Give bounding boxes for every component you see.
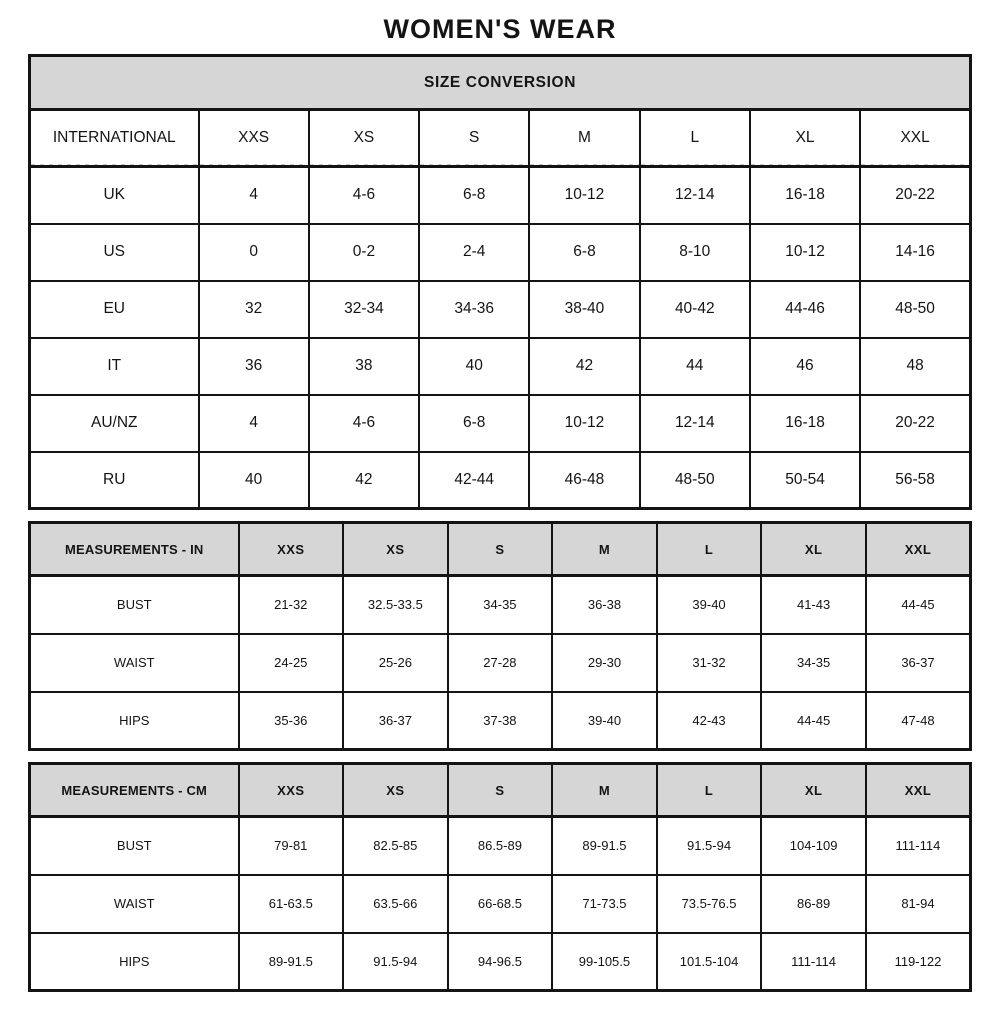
value-cell: 4: [199, 395, 309, 452]
value-cell: 44-46: [750, 281, 860, 338]
value-cell: 4: [199, 167, 309, 224]
table-header-label: MEASUREMENTS - IN: [30, 523, 239, 576]
table-header-label: MEASUREMENTS - CM: [30, 764, 239, 817]
row-label-cell: WAIST: [30, 875, 239, 933]
column-header-cell: XS: [343, 764, 448, 817]
value-cell: 41-43: [761, 576, 866, 634]
table-banner-row: [30, 56, 971, 110]
row-label-cell: BUST: [30, 817, 239, 875]
value-cell: 36-38: [552, 576, 657, 634]
value-cell: 10-12: [529, 395, 639, 452]
column-header-cell: XXL: [860, 110, 970, 167]
value-cell: 111-114: [866, 817, 971, 875]
value-cell: 16-18: [750, 395, 860, 452]
column-header-cell: XS: [309, 110, 419, 167]
value-cell: 104-109: [761, 817, 866, 875]
column-header-cell: M: [529, 110, 639, 167]
row-label-cell: US: [30, 224, 199, 281]
column-header-cell: L: [657, 764, 762, 817]
value-cell: 56-58: [860, 452, 970, 509]
value-cell: 48: [860, 338, 970, 395]
value-cell: 42-44: [419, 452, 529, 509]
value-cell: 48-50: [640, 452, 750, 509]
value-cell: 34-35: [761, 634, 866, 692]
table-row: [30, 933, 971, 991]
value-cell: 91.5-94: [657, 817, 762, 875]
column-header-cell: XL: [761, 764, 866, 817]
value-cell: 12-14: [640, 167, 750, 224]
column-header-cell: XXS: [239, 523, 344, 576]
value-cell: 71-73.5: [552, 875, 657, 933]
value-cell: 36-37: [866, 634, 971, 692]
page-title: WOMEN'S WEAR: [383, 14, 617, 44]
value-cell: 44-45: [866, 576, 971, 634]
size-conversion-table: [28, 54, 972, 510]
value-cell: 34-36: [419, 281, 529, 338]
row-label-cell: EU: [30, 281, 199, 338]
value-cell: 40: [199, 452, 309, 509]
value-cell: 0: [199, 224, 309, 281]
value-cell: 20-22: [860, 395, 970, 452]
column-header-cell: M: [552, 523, 657, 576]
table-header-row: [30, 764, 971, 817]
value-cell: 32: [199, 281, 309, 338]
row-label-cell: AU/NZ: [30, 395, 199, 452]
value-cell: 50-54: [750, 452, 860, 509]
value-cell: 16-18: [750, 167, 860, 224]
table-row: [30, 281, 971, 338]
value-cell: 44: [640, 338, 750, 395]
row-label-cell: HIPS: [30, 692, 239, 750]
value-cell: 47-48: [866, 692, 971, 750]
value-cell: 94-96.5: [448, 933, 553, 991]
value-cell: 6-8: [529, 224, 639, 281]
table-row: [30, 224, 971, 281]
value-cell: 79-81: [239, 817, 344, 875]
value-cell: 44-45: [761, 692, 866, 750]
value-cell: 42-43: [657, 692, 762, 750]
value-cell: 63.5-66: [343, 875, 448, 933]
table-row: [30, 634, 971, 692]
column-header-cell: S: [448, 764, 553, 817]
value-cell: 32.5-33.5: [343, 576, 448, 634]
value-cell: 12-14: [640, 395, 750, 452]
table-row: [30, 338, 971, 395]
value-cell: 66-68.5: [448, 875, 553, 933]
value-cell: 46: [750, 338, 860, 395]
row-label-cell: BUST: [30, 576, 239, 634]
value-cell: 119-122: [866, 933, 971, 991]
table-row: [30, 692, 971, 750]
column-header-cell: INTERNATIONAL: [30, 110, 199, 167]
value-cell: 32-34: [309, 281, 419, 338]
column-header-cell: L: [657, 523, 762, 576]
table-row: [30, 576, 971, 634]
value-cell: 20-22: [860, 167, 970, 224]
value-cell: 39-40: [552, 692, 657, 750]
column-header-cell: S: [448, 523, 553, 576]
value-cell: 89-91.5: [239, 933, 344, 991]
value-cell: 25-26: [343, 634, 448, 692]
column-header-cell: XXL: [866, 523, 971, 576]
value-cell: 40-42: [640, 281, 750, 338]
column-header-row: [30, 110, 971, 167]
value-cell: 42: [309, 452, 419, 509]
value-cell: 42: [529, 338, 639, 395]
value-cell: 73.5-76.5: [657, 875, 762, 933]
value-cell: 82.5-85: [343, 817, 448, 875]
table-row: [30, 167, 971, 224]
value-cell: 10-12: [529, 167, 639, 224]
column-header-cell: XXL: [866, 764, 971, 817]
table-header-row: [30, 523, 971, 576]
column-header-cell: XL: [761, 523, 866, 576]
value-cell: 0-2: [309, 224, 419, 281]
value-cell: 27-28: [448, 634, 553, 692]
column-header-cell: S: [419, 110, 529, 167]
value-cell: 31-32: [657, 634, 762, 692]
value-cell: 81-94: [866, 875, 971, 933]
value-cell: 6-8: [419, 395, 529, 452]
table-row: [30, 395, 971, 452]
value-cell: 61-63.5: [239, 875, 344, 933]
value-cell: 89-91.5: [552, 817, 657, 875]
table-banner: SIZE CONVERSION: [30, 56, 971, 110]
value-cell: 91.5-94: [343, 933, 448, 991]
value-cell: 101.5-104: [657, 933, 762, 991]
value-cell: 6-8: [419, 167, 529, 224]
value-cell: 38: [309, 338, 419, 395]
column-header-cell: M: [552, 764, 657, 817]
value-cell: 21-32: [239, 576, 344, 634]
value-cell: 111-114: [761, 933, 866, 991]
column-header-cell: XL: [750, 110, 860, 167]
column-header-cell: L: [640, 110, 750, 167]
value-cell: 34-35: [448, 576, 553, 634]
value-cell: 38-40: [529, 281, 639, 338]
row-label-cell: WAIST: [30, 634, 239, 692]
column-header-cell: XS: [343, 523, 448, 576]
value-cell: 86-89: [761, 875, 866, 933]
value-cell: 35-36: [239, 692, 344, 750]
row-label-cell: RU: [30, 452, 199, 509]
value-cell: 2-4: [419, 224, 529, 281]
value-cell: 4-6: [309, 395, 419, 452]
value-cell: 37-38: [448, 692, 553, 750]
value-cell: 4-6: [309, 167, 419, 224]
value-cell: 24-25: [239, 634, 344, 692]
value-cell: 99-105.5: [552, 933, 657, 991]
table-row: [30, 817, 971, 875]
value-cell: 36: [199, 338, 309, 395]
value-cell: 86.5-89: [448, 817, 553, 875]
value-cell: 36-37: [343, 692, 448, 750]
measurements-in-table: [28, 521, 972, 751]
size-chart-page: [0, 14, 1000, 992]
value-cell: 46-48: [529, 452, 639, 509]
value-cell: 39-40: [657, 576, 762, 634]
table-row: [30, 875, 971, 933]
value-cell: 10-12: [750, 224, 860, 281]
value-cell: 8-10: [640, 224, 750, 281]
row-label-cell: HIPS: [30, 933, 239, 991]
row-label-cell: UK: [30, 167, 199, 224]
value-cell: 14-16: [860, 224, 970, 281]
measurements-cm-table: [28, 762, 972, 992]
column-header-cell: XXS: [199, 110, 309, 167]
row-label-cell: IT: [30, 338, 199, 395]
table-row: [30, 452, 971, 509]
value-cell: 40: [419, 338, 529, 395]
value-cell: 48-50: [860, 281, 970, 338]
value-cell: 29-30: [552, 634, 657, 692]
column-header-cell: XXS: [239, 764, 344, 817]
